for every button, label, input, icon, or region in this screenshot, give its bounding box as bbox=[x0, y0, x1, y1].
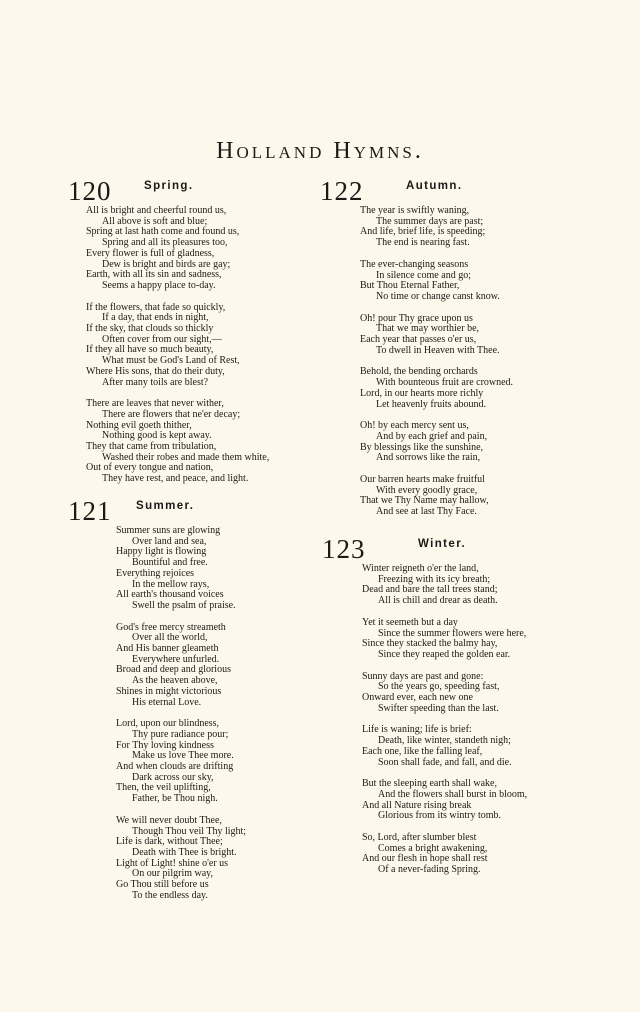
hymn-line: We will never doubt Thee, bbox=[116, 814, 222, 826]
hymn-line: The end is nearing fast. bbox=[376, 237, 470, 249]
hymn-line: By blessings like the sunshine, bbox=[360, 441, 484, 453]
hymn-line: And our flesh in hope shall rest bbox=[362, 853, 488, 865]
stanza bbox=[116, 816, 318, 902]
hymn-line: Winter reigneth o'er the land, bbox=[362, 563, 479, 574]
hymn-title: Winter. bbox=[418, 538, 467, 550]
hymn-line: With bounteous fruit are crowned. bbox=[376, 377, 514, 389]
hymn-line: Shines in might victorious bbox=[116, 685, 222, 697]
hymn-line: And see at last Thy Face. bbox=[376, 506, 477, 518]
hymn-line: Spring at last hath come and found us, bbox=[86, 226, 240, 238]
hymn-line: Sunny days are past and gone: bbox=[362, 670, 484, 682]
stanza bbox=[360, 206, 560, 249]
hymn-line: All earth's thousand voices bbox=[116, 589, 224, 601]
hymn-line: Swifter speeding than the last. bbox=[378, 702, 499, 714]
hymn-line: Often cover from our sight,— bbox=[102, 333, 222, 345]
hymn-line: In the mellow rays, bbox=[132, 578, 210, 590]
hymn-line: That we Thy Name may hallow, bbox=[360, 495, 489, 507]
hymn-line: Onward ever, each new one bbox=[362, 692, 473, 704]
hymn-line: The year is swiftly waning, bbox=[360, 205, 470, 216]
hymn-line: God's free mercy streameth bbox=[116, 621, 226, 633]
hymn-line: Since they reaped the golden ear. bbox=[378, 648, 511, 660]
hymn-line: Go Thou still before us bbox=[116, 879, 209, 891]
hymn-body bbox=[68, 526, 318, 902]
hymn-line: Everywhere unfurled. bbox=[132, 653, 220, 665]
hymn-line: On our pilgrim way, bbox=[132, 868, 214, 880]
hymn-line: Earth, with all its sin and sadness, bbox=[86, 269, 222, 281]
hymn-line: As the heaven above, bbox=[132, 675, 218, 687]
hymn-line: With every goodly grace, bbox=[376, 484, 478, 496]
hymn-line: What must be God's Land of Rest, bbox=[102, 355, 240, 367]
hymn-line: To the endless day. bbox=[132, 889, 208, 901]
hymn-line: Life is dark, without Thee; bbox=[116, 836, 223, 848]
hymn-line: Lord, upon our blindness, bbox=[116, 718, 220, 730]
hymn-line: The ever-changing seasons bbox=[360, 258, 469, 270]
hymn-line: Every flower is full of gladness, bbox=[86, 247, 215, 259]
hymn-number: 123 bbox=[322, 534, 366, 564]
hymn-number: 120 bbox=[68, 176, 112, 206]
hymn-line: Oh! by each mercy sent us, bbox=[360, 420, 469, 432]
hymn-line: And life, brief life, is speeding; bbox=[360, 226, 486, 238]
hymn-line: Seems a happy place to-day. bbox=[102, 279, 216, 291]
stanza bbox=[86, 206, 318, 292]
hymn-line: Comes a bright awakening, bbox=[378, 842, 488, 854]
hymn-line: But the sleeping earth shall wake, bbox=[362, 778, 497, 790]
stanza bbox=[360, 314, 560, 357]
hymn-line: Lord, in our hearts more richly bbox=[360, 387, 484, 399]
hymn-line: All above is soft and blue; bbox=[102, 215, 208, 227]
hymn-line: Father, be Thou nigh. bbox=[132, 793, 218, 805]
hymn-line: And His banner gleameth bbox=[116, 643, 219, 655]
hymn-line: But Thou Eternal Father, bbox=[360, 280, 460, 292]
hymn-line: That we may worthier be, bbox=[376, 323, 480, 335]
hymn-line: Freezing with its icy breath; bbox=[378, 573, 491, 585]
hymn-line: After many toils are blest? bbox=[102, 376, 209, 388]
hymn-line: If they all have so much beauty, bbox=[86, 344, 214, 356]
stanza bbox=[86, 303, 318, 389]
hymn-body bbox=[320, 206, 560, 518]
stanza bbox=[362, 779, 562, 822]
stanza bbox=[362, 725, 562, 768]
hymn-line: Of a never-fading Spring. bbox=[378, 864, 481, 876]
hymn-line: Where His sons, that do their duty, bbox=[86, 365, 225, 377]
hymn-line: Dark across our sky, bbox=[132, 771, 214, 783]
hymn-line: They that came from tribulation, bbox=[86, 441, 217, 453]
stanza bbox=[360, 421, 560, 464]
stanza bbox=[86, 399, 318, 485]
stanza bbox=[360, 260, 560, 303]
hymn-line: Happy light is flowing bbox=[116, 546, 207, 558]
hymn-line: The summer days are past; bbox=[376, 215, 484, 227]
hymn-line: Since they stacked the balmy hay, bbox=[362, 638, 498, 650]
hymn-line: To dwell in Heaven with Thee. bbox=[376, 344, 500, 356]
hymn-line: His eternal Love. bbox=[132, 696, 202, 708]
page-heading: Holland Hymns. bbox=[216, 138, 424, 164]
stanza bbox=[362, 564, 562, 607]
hymn-title: Autumn. bbox=[406, 180, 463, 192]
hymn-line: Oh! pour Thy grace upon us bbox=[360, 312, 473, 324]
hymn-title: Spring. bbox=[144, 180, 194, 192]
hymn-line: If a day, that ends in night, bbox=[102, 312, 209, 324]
hymn-line: So the years go, speeding fast, bbox=[378, 681, 500, 693]
hymn-line: Make us love Thee more. bbox=[132, 750, 234, 762]
hymn-line: Each one, like the falling leaf, bbox=[362, 745, 483, 757]
hymn-line: Death, like winter, standeth nigh; bbox=[378, 735, 511, 747]
hymn-line: Soon shall fade, and fall, and die. bbox=[378, 756, 512, 768]
hymn-line: And when clouds are drifting bbox=[116, 761, 234, 773]
hymn-line: Over all the world, bbox=[132, 632, 208, 644]
hymn-line: There are flowers that ne'er decay; bbox=[102, 408, 241, 420]
hymn-line: And by each grief and pain, bbox=[376, 430, 488, 442]
hymn-line: Life is waning; life is brief: bbox=[362, 724, 472, 736]
hymn-line: And all Nature rising break bbox=[362, 799, 472, 811]
hymn-line: Our barren hearts make fruitful bbox=[360, 474, 485, 486]
stanza bbox=[360, 367, 560, 410]
hymn-line: There are leaves that never wither, bbox=[86, 398, 224, 410]
hymn-line: Summer suns are glowing bbox=[116, 525, 221, 536]
hymn-line: All is bright and cheerful round us, bbox=[86, 205, 227, 216]
hymn-line: In silence come and go; bbox=[376, 269, 471, 281]
stanza bbox=[116, 719, 318, 805]
hymn-line: All is chill and drear as death. bbox=[378, 595, 498, 607]
hymn-line: Death with Thee is bright. bbox=[132, 846, 237, 858]
hymn-line: Since the summer flowers were here, bbox=[378, 627, 527, 639]
hymn-line: Glorious from its wintry tomb. bbox=[378, 810, 502, 822]
hymn-line: Nothing good is kept away. bbox=[102, 430, 212, 442]
hymn-number: 122 bbox=[320, 176, 364, 206]
hymn-line: Dead and bare the tall trees stand; bbox=[362, 584, 498, 596]
hymn-line: Yet it seemeth but a day bbox=[362, 616, 458, 628]
hymn-121 bbox=[68, 496, 318, 913]
hymn-line: Spring and all its pleasures too, bbox=[102, 237, 228, 249]
hymn-line: Nothing evil goeth thither, bbox=[86, 419, 192, 431]
hymn-line: If the sky, that clouds so thickly bbox=[86, 323, 214, 335]
hymn-title: Summer. bbox=[136, 500, 195, 512]
stanza bbox=[362, 672, 562, 715]
hymn-line: Behold, the bending orchards bbox=[360, 366, 478, 378]
hymn-line: Let heavenly fruits abound. bbox=[376, 398, 486, 410]
hymn-line: Dew is bright and birds are gay; bbox=[102, 258, 231, 270]
hymn-line: Thy pure radiance pour; bbox=[132, 728, 229, 740]
hymn-body bbox=[68, 206, 318, 485]
hymn-line: They have rest, and peace, and light. bbox=[102, 473, 249, 485]
stanza bbox=[362, 833, 562, 876]
hymn-122 bbox=[320, 176, 560, 529]
hymn-line: Each year that passes o'er us, bbox=[360, 334, 477, 346]
hymn-line: Everything rejoices bbox=[116, 567, 195, 579]
stanza bbox=[116, 623, 318, 709]
hymn-line: Then, the veil uplifting, bbox=[116, 782, 211, 794]
hymn-line: And the flowers shall burst in bloom, bbox=[378, 788, 528, 800]
hymn-line: Out of every tongue and nation, bbox=[86, 462, 214, 474]
hymn-line: Washed their robes and made them white, bbox=[102, 451, 270, 463]
stanza bbox=[360, 475, 560, 518]
hymn-line: Over land and sea, bbox=[132, 535, 207, 547]
hymn-123 bbox=[322, 534, 562, 887]
hymn-line: No time or change canst know. bbox=[376, 290, 500, 302]
stanza bbox=[362, 618, 562, 661]
hymn-body bbox=[322, 564, 562, 876]
hymn-line: Bountiful and free. bbox=[132, 557, 208, 569]
stanza bbox=[116, 526, 318, 612]
hymn-120 bbox=[68, 176, 318, 496]
hymn-line: For Thy loving kindness bbox=[116, 739, 214, 751]
hymn-line: So, Lord, after slumber blest bbox=[362, 832, 477, 844]
hymn-line: Light of Light! shine o'er us bbox=[116, 857, 229, 869]
hymn-line: Broad and deep and glorious bbox=[116, 664, 231, 676]
hymn-line: Swell the psalm of praise. bbox=[132, 599, 236, 611]
hymn-line: If the flowers, that fade so quickly, bbox=[86, 301, 226, 313]
hymn-line: Though Thou veil Thy light; bbox=[132, 825, 247, 837]
hymn-line: And sorrows like the rain, bbox=[376, 452, 481, 464]
hymn-number: 121 bbox=[68, 496, 112, 526]
